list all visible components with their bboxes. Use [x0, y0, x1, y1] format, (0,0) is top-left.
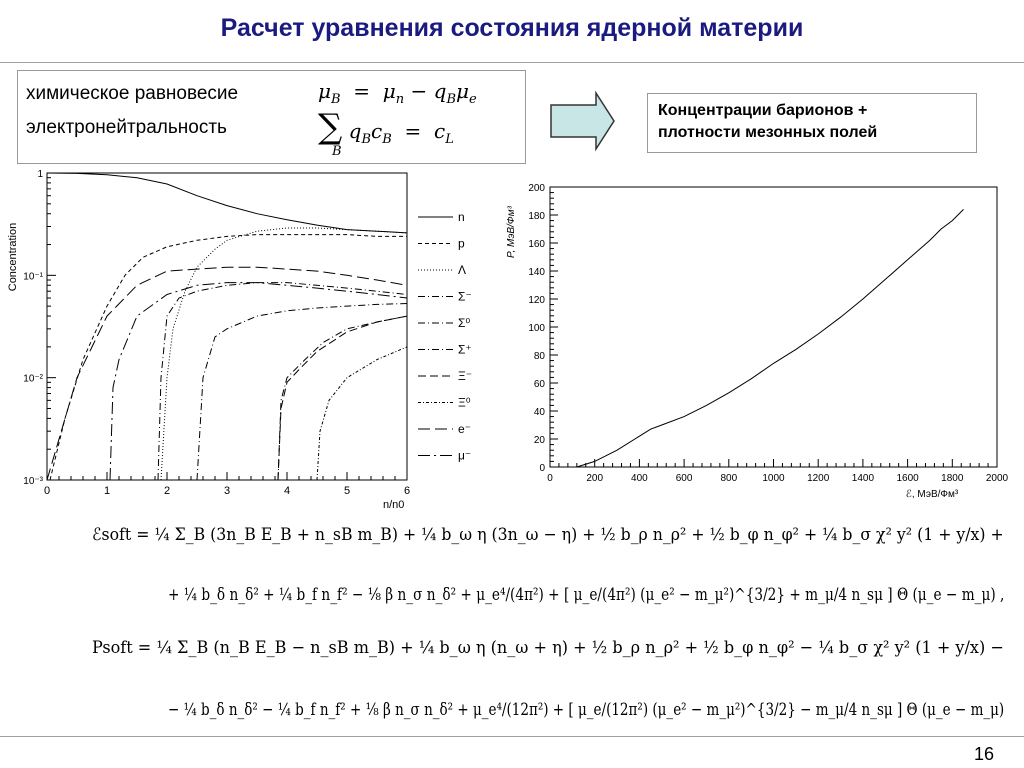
legend-label: Σ⁺	[458, 342, 472, 357]
concentration-chart	[5, 165, 473, 515]
y-tick-label: 20	[533, 435, 545, 446]
x-tick-label: 1600	[896, 473, 919, 484]
legend-label: Σ⁻	[458, 289, 472, 304]
legend-label: Σ⁰	[458, 316, 471, 330]
y-tick-label: 80	[533, 351, 545, 362]
x-tick-label: 600	[675, 473, 693, 484]
top-divider	[0, 62, 1024, 63]
e-soft-formula-line-2: + ¼ b_δ n_δ² + ¼ b_f n_f² − ⅛ β n_σ n_δ² + μ_e⁴/(4π²) + [ μ_e/(4π²) (μ_e² − m_μ²)^{3/2} + m_μ/4 n_sμ ] Θ (μ_e − m_μ) ,	[168, 585, 1005, 605]
concentration-x-axis-label: n/n0	[383, 499, 405, 511]
x-tick-label: 3	[223, 485, 231, 497]
y-tick-label: 40	[533, 407, 545, 418]
legend-label: μ⁻	[458, 448, 472, 463]
p-soft-formula-line-2: − ¼ b_δ n_δ² − ¼ b_f n_f² + ⅛ β n_σ n_δ² + μ_e⁴/(12π²) + [ μ_e/(12π²) (μ_e² − m_μ²)^{3/2} − m_μ/4 n_sμ ] Θ (μ_e − m_μ)	[168, 700, 1005, 720]
y-tick-label: 10⁻¹	[23, 271, 43, 283]
concentration-y-axis-label: Concentration	[7, 222, 19, 292]
x-tick-label: 1200	[807, 473, 830, 484]
x-tick-label: 1400	[851, 473, 875, 484]
y-tick-label: 200	[528, 183, 545, 194]
pressure-curve	[577, 209, 964, 467]
result-text	[658, 100, 877, 144]
bottom-divider	[0, 736, 1024, 737]
result-line-2: плотности мезонных полей	[658, 124, 878, 141]
x-tick-label: 200	[586, 473, 604, 484]
legend-label: Λ	[458, 263, 467, 277]
legend-label: p	[458, 236, 465, 251]
x-tick-label: 1	[103, 485, 111, 497]
page-number: 16	[973, 744, 994, 764]
x-tick-label: 1000	[762, 473, 785, 484]
y-tick-label: 120	[528, 295, 545, 306]
equilibrium-equations-box	[17, 70, 526, 164]
slide-title: Расчет уравнения состояния ядерной материи	[220, 14, 804, 42]
legend-label: Ξ⁻	[458, 369, 473, 383]
y-tick-label: 140	[528, 267, 545, 278]
y-tick-label: 10⁻³	[23, 476, 43, 487]
sum-index: B	[332, 144, 342, 159]
x-tick-label: 5	[343, 485, 351, 497]
e-soft-formula-line-1: ℰsoft = ¼ Σ_B (3n_B E_B + n_sB m_B) + ¼ b_ω η (3n_ω − η) + ½ b_ρ n_ρ² + ½ b_φ n_φ² + ¼ b_σ χ² y² (1 + y/x) +	[92, 525, 1004, 545]
pressure-chart-frame	[528, 183, 1008, 484]
x-tick-label: 0	[43, 485, 51, 497]
y-tick-label: 10⁻²	[23, 373, 43, 385]
pressure-x-axis-label: ℰ, МэВ/Фм³	[905, 489, 959, 500]
result-line-1: Концентрации барионов +	[658, 102, 868, 119]
legend-label: Ξ⁰	[458, 395, 471, 410]
x-tick-label: 400	[631, 473, 648, 484]
y-tick-label: 160	[528, 239, 545, 250]
pressure-plot-area	[550, 187, 997, 467]
legend-label: n	[458, 210, 465, 224]
y-tick-label: 60	[533, 379, 545, 390]
y-tick-label: 100	[528, 323, 545, 334]
x-tick-label: 800	[720, 473, 738, 484]
x-tick-label: 0	[547, 473, 553, 484]
x-tick-label: 4	[283, 485, 291, 497]
chemical-equilibrium-label: химическое равновесие	[26, 83, 239, 104]
y-tick-label: 1	[37, 169, 43, 180]
concentration-chart-background	[5, 165, 437, 515]
result-box	[647, 93, 977, 153]
x-tick-label: 2000	[985, 473, 1009, 484]
pressure-energy-chart	[500, 175, 1009, 505]
neutrality-equation: ∑ $q_Bc_B = c_L$	[318, 107, 454, 147]
x-tick-label: 6	[403, 485, 411, 497]
right-arrow-icon	[550, 92, 616, 150]
x-tick-label: 2	[163, 485, 171, 497]
legend-label: e⁻	[458, 422, 472, 436]
pressure-y-axis-label: P, МэВ/Фм³	[506, 206, 517, 258]
p-soft-formula-line-1: Psoft = ¼ Σ_B (n_B E_B − n_sB m_B) + ¼ b_ω η (n_ω + η) + ½ b_ρ n_ρ² + ½ b_φ n_φ² − ¼ b_σ χ² y² (1 + y/x) −	[92, 638, 1004, 658]
x-tick-label: 1800	[941, 473, 964, 484]
y-tick-label: 180	[528, 211, 545, 222]
pressure-series-group	[577, 209, 964, 467]
equilibrium-equation: $\mu_B = \mu_n - q_B\mu_e$	[318, 79, 477, 107]
y-tick-label: 0	[539, 463, 545, 474]
electroneutrality-label: электронейтральность	[26, 117, 227, 138]
